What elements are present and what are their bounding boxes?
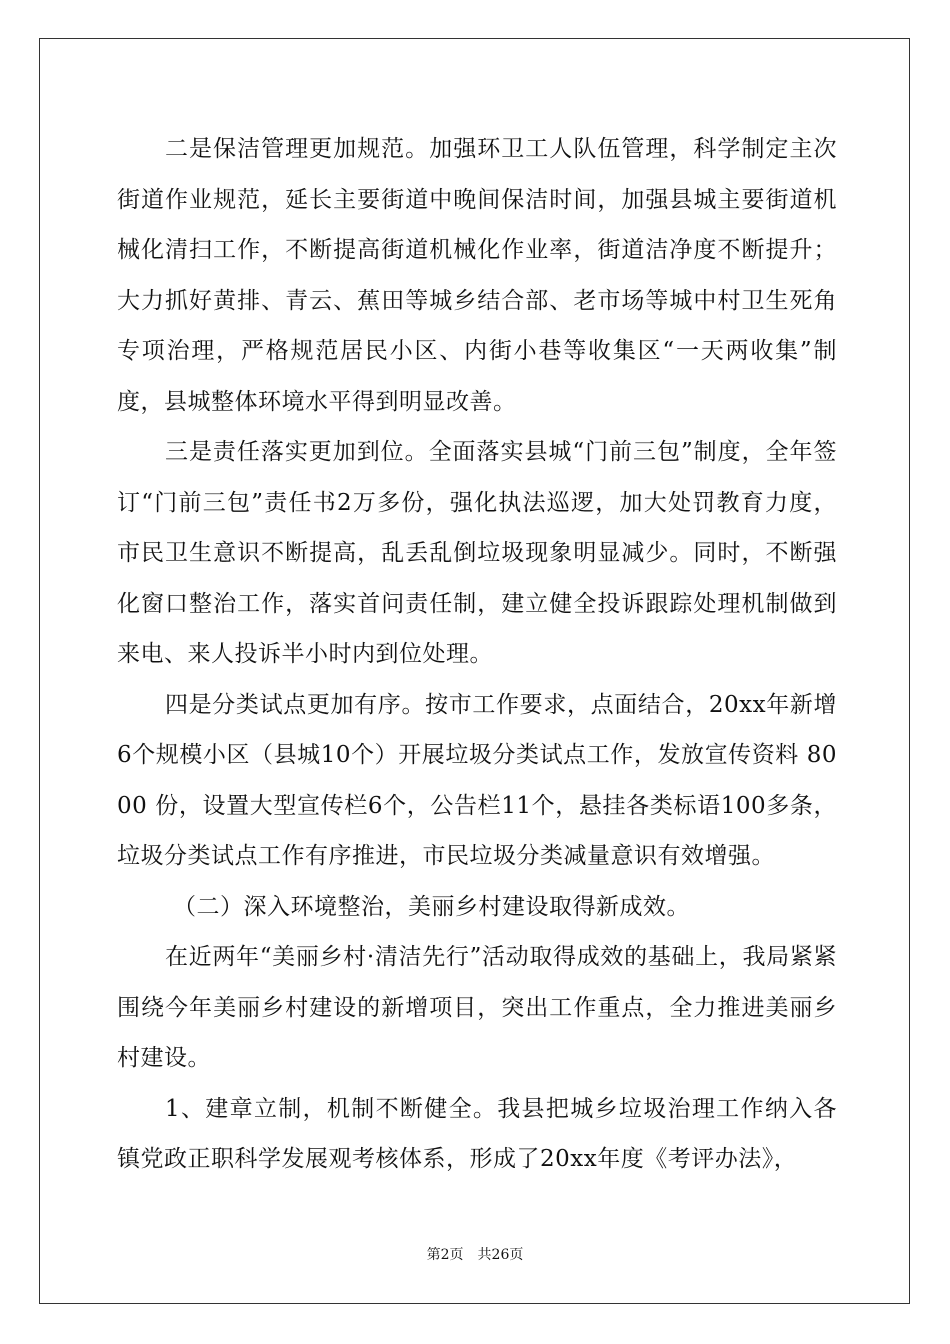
document-body xyxy=(117,124,837,1185)
page-total: 共26页 xyxy=(477,1247,524,1263)
paragraph-beautiful-village: 在近两年“美丽乡村·清洁先行”活动取得成效的基础上，我局紧紧围绕今年美丽乡村建设的新增项目，突出工作重点，全力推进美丽乡村建设。 xyxy=(117,944,837,1071)
page-number: 第2页 xyxy=(426,1247,464,1263)
paragraph-sorting-pilot: 四是分类试点更加有序。按市工作要求，点面结合，20xx年新增6个规模小区（县城10个）开展垃圾分类试点工作，发放宣传资料 8000 份，设置大型宣传栏6个，公告栏11个，悬挂各类标语100多条，垃圾分类试点工作有序推进，市民垃圾分类减量意识有效增强。 xyxy=(117,691,837,869)
paragraph-responsibility: 三是责任落实更加到位。全面落实县城“门前三包”制度，全年签订“门前三包”责任书2万多份，强化执法巡逻，加大处罚教育力度，市民卫生意识不断提高，乱丢乱倒垃圾现象明显减少。同时，不断强化窗口整治工作，落实首问责任制，建立健全投诉跟踪处理机制做到来电、来人投诉半小时内到位处理。 xyxy=(117,439,837,667)
section-heading: （二）深入环境整治，美丽乡村建设取得新成效。 xyxy=(173,893,690,920)
page-footer xyxy=(0,1245,950,1265)
paragraph-cleaning-management: 二是保洁管理更加规范。加强环卫工人队伍管理，科学制定主次街道作业规范，延长主要街道中晚间保洁时间，加强县城主要街道机械化清扫工作，不断提高街道机械化作业率，街道洁净度不断提升；大力抓好黄排、青云、蕉田等城乡结合部、老市场等城中村卫生死角专项治理，严格规范居民小区、内街小巷等收集区“一天两收集”制度，县城整体环境水平得到明显改善。 xyxy=(117,136,837,415)
paragraph-mechanism: 1、建章立制，机制不断健全。我县把城乡垃圾治理工作纳入各镇党政正职科学发展观考核体系，形成了20xx年度《考评办法》， xyxy=(117,1095,837,1172)
